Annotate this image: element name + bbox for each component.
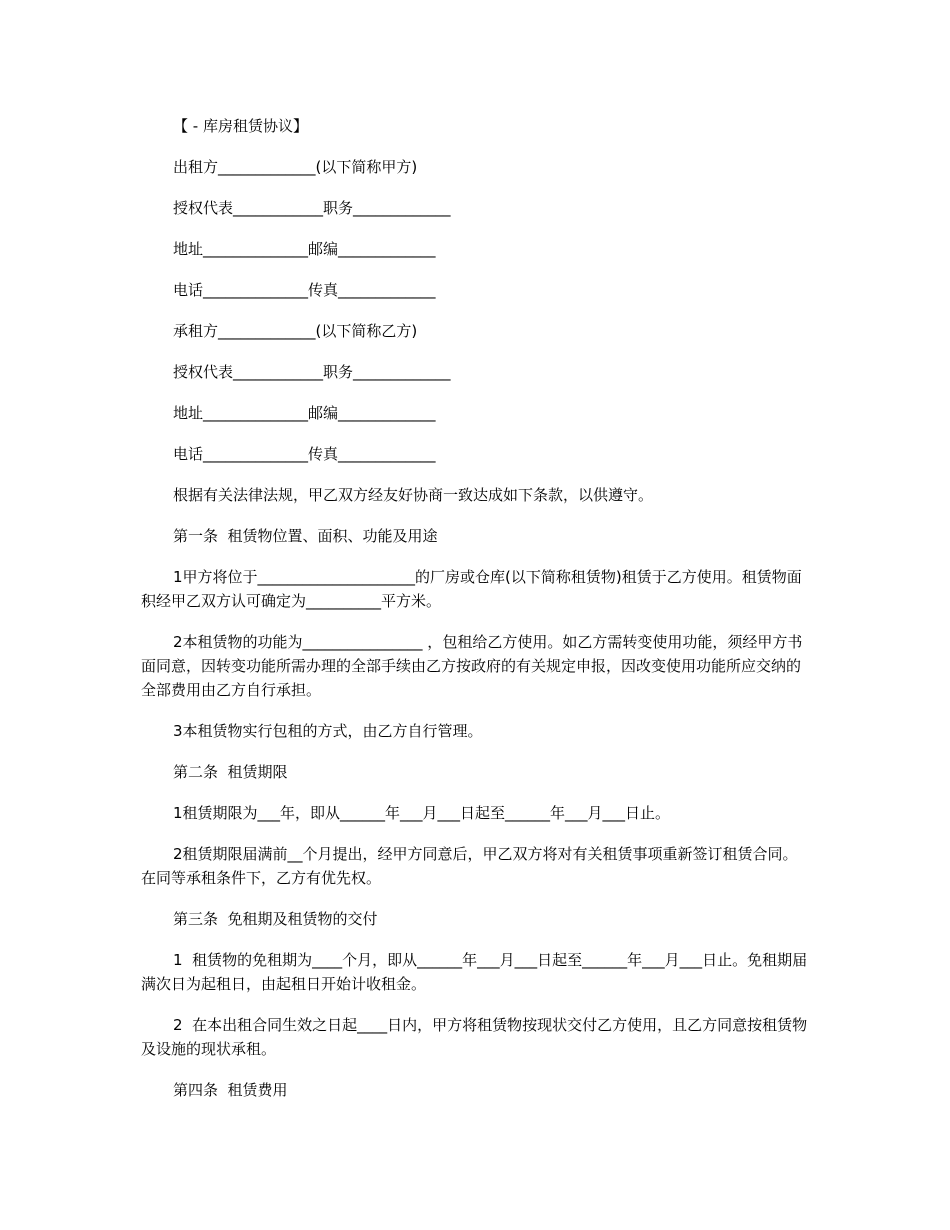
article-1-clause-3: 3本租赁物实行包租的方式，由乙方自行管理。 xyxy=(173,722,483,740)
preamble: 根据有关法律法规，甲乙双方经友好协商一致达成如下条款，以供遵守。 xyxy=(173,486,654,504)
lessee-address-line: 地址______________邮编_____________ xyxy=(173,404,436,422)
lessor-representative-line: 授权代表____________职务_____________ xyxy=(173,199,451,217)
article-2-clause-1: 1租赁期限为___年，即从______年___月___日起至______年___月___日止。 xyxy=(173,804,671,822)
lessee-phone-line: 电话______________传真_____________ xyxy=(173,445,436,463)
article-1-heading: 第一条 租赁物位置、面积、功能及用途 xyxy=(173,527,438,545)
article-3-heading: 第三条 免租期及租赁物的交付 xyxy=(173,910,378,928)
lessor-phone-line: 电话______________传真_____________ xyxy=(173,281,436,299)
document-body xyxy=(141,114,809,1119)
article-3-clause-1: 1 租赁物的免租期为____个月，即从______年___月___日起至______年___月___日止。免租期届满次日为起租日，由起租日开始计收租金。 xyxy=(141,951,808,993)
article-3-clause-2: 2 在本出租合同生效之日起____日内，甲方将租赁物按现状交付乙方使用，且乙方同意按租赁物及设施的现状承租。 xyxy=(141,1016,808,1058)
lessor-address-line: 地址______________邮编_____________ xyxy=(173,240,436,258)
lessor-line: 出租方_____________(以下简称甲方) xyxy=(173,158,418,176)
article-4-heading: 第四条 租赁费用 xyxy=(173,1081,288,1099)
article-2-heading: 第二条 租赁期限 xyxy=(173,763,288,781)
document-title: 【 - 库房租赁协议】 xyxy=(173,117,308,135)
article-2-clause-2: 2租赁期限届满前__个月提出，经甲方同意后，甲乙双方将对有关租赁事项重新签订租赁合同。在同等承租条件下，乙方有优先权。 xyxy=(141,845,798,887)
lessee-representative-line: 授权代表____________职务_____________ xyxy=(173,363,451,381)
article-1-clause-1: 1甲方将位于_____________________的厂房或仓库(以下简称租赁物)租赁于乙方使用。租赁物面积经甲乙双方认可确定为__________平方米。 xyxy=(141,568,802,610)
lessee-line: 承租方_____________(以下简称乙方) xyxy=(173,322,418,340)
article-1-clause-2: 2本租赁物的功能为________________ ，包租给乙方使用。如乙方需转变使用功能，须经甲方书面同意，因转变功能所需办理的全部手续由乙方按政府的有关规定申报，因改变使用功能所应交纳的全部费用由乙方自行承担。 xyxy=(141,633,803,699)
